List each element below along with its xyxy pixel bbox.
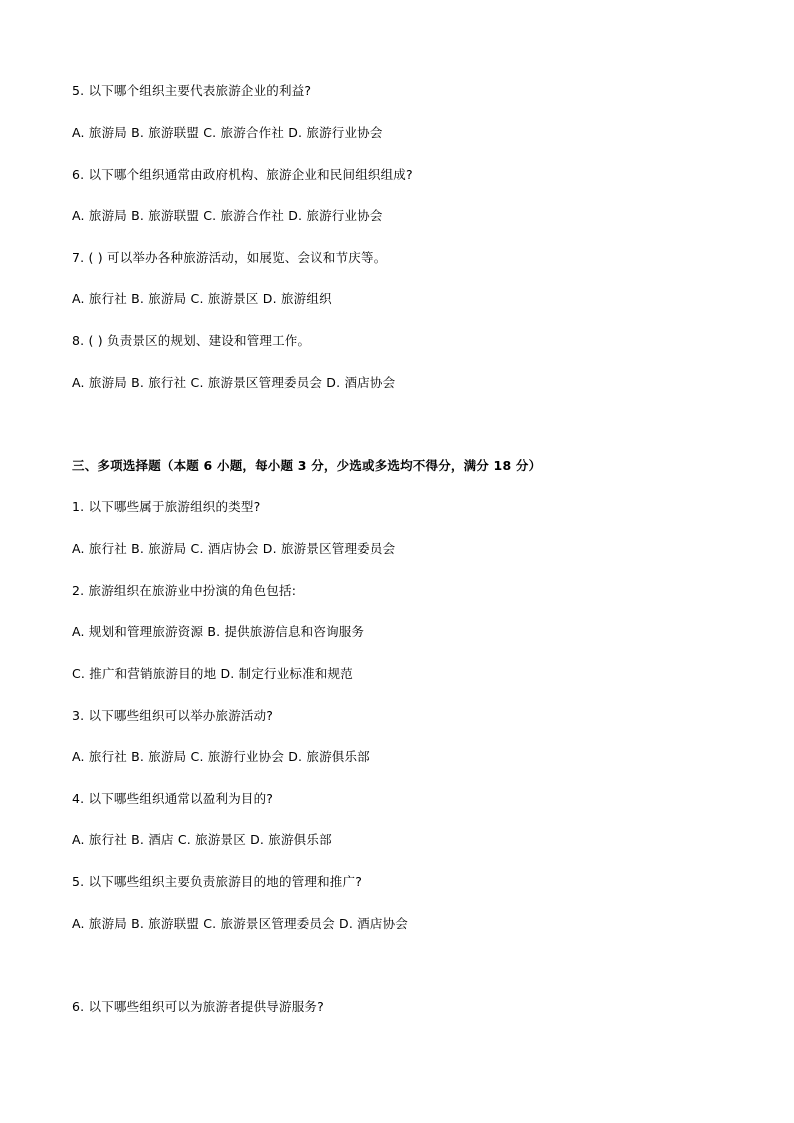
mc-question-5-options: A. 旅游局 B. 旅游联盟 C. 旅游景区管理委员会 D. 酒店协会 xyxy=(72,916,408,931)
mc-question-6-text: 6. 以下哪些组织可以为旅游者提供导游服务? xyxy=(72,999,324,1014)
mc-question-1-text: 1. 以下哪些属于旅游组织的类型? xyxy=(72,499,261,514)
section-3-heading: 三、多项选择题（本题 6 小题，每小题 3 分，少选或多选均不得分，满分 18 分） xyxy=(72,458,542,473)
mc-question-2-text: 2. 旅游组织在旅游业中扮演的角色包括: xyxy=(72,583,297,598)
mc-question-1-options: A. 旅行社 B. 旅游局 C. 酒店协会 D. 旅游景区管理委员会 xyxy=(72,541,396,556)
question-6-text: 6. 以下哪个组织通常由政府机构、旅游企业和民间组织组成? xyxy=(72,167,413,182)
mc-question-4-text: 4. 以下哪些组织通常以盈利为目的? xyxy=(72,791,274,806)
mc-question-3-options: A. 旅行社 B. 旅游局 C. 旅游行业协会 D. 旅游俱乐部 xyxy=(72,749,370,764)
question-6-options: A. 旅游局 B. 旅游联盟 C. 旅游合作社 D. 旅游行业协会 xyxy=(72,208,383,223)
question-5-options: A. 旅游局 B. 旅游联盟 C. 旅游合作社 D. 旅游行业协会 xyxy=(72,125,383,140)
mc-question-4-options: A. 旅行社 B. 酒店 C. 旅游景区 D. 旅游俱乐部 xyxy=(72,832,332,847)
mc-question-5-text: 5. 以下哪些组织主要负责旅游目的地的管理和推广? xyxy=(72,874,363,889)
question-8-text: 8. ( ) 负责景区的规划、建设和管理工作。 xyxy=(72,333,311,348)
mc-question-3-text: 3. 以下哪些组织可以举办旅游活动? xyxy=(72,708,274,723)
question-7-options: A. 旅行社 B. 旅游局 C. 旅游景区 D. 旅游组织 xyxy=(72,291,332,306)
question-7-text: 7. ( ) 可以举办各种旅游活动，如展览、会议和节庆等。 xyxy=(72,250,387,265)
question-5-text: 5. 以下哪个组织主要代表旅游企业的利益? xyxy=(72,83,312,98)
mc-question-2-options-ab: A. 规划和管理旅游资源 B. 提供旅游信息和咨询服务 xyxy=(72,624,365,639)
question-8-options: A. 旅游局 B. 旅行社 C. 旅游景区管理委员会 D. 酒店协会 xyxy=(72,375,396,390)
mc-question-2-options-cd: C. 推广和营销旅游目的地 D. 制定行业标准和规范 xyxy=(72,666,353,681)
